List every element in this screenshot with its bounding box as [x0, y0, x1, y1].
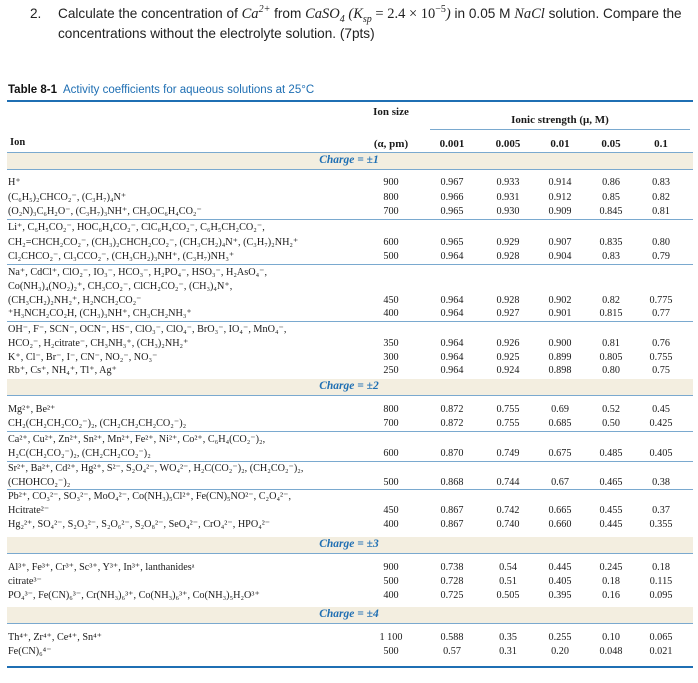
- gamma-value: 0.85: [602, 192, 620, 203]
- gamma-value: 0.835: [599, 237, 623, 248]
- header-strength-3: 0.01: [550, 138, 570, 150]
- gamma-value: 0.870: [440, 448, 464, 459]
- ion-list: CH₂=CHCH₂CO₂⁻, (CH₃)₂CHCH₂CO₂⁻, (CH₃CH₂)₄N⁺, (C₃H₇)₂NH₂⁺: [8, 237, 299, 248]
- gamma-value: 0.845: [599, 206, 623, 217]
- ion-size: 1 100: [379, 632, 403, 643]
- row-rule: [7, 321, 693, 322]
- gamma-value: 0.83: [602, 251, 620, 262]
- gamma-value: 0.52: [602, 404, 620, 415]
- ion-size: 400: [383, 519, 399, 530]
- ion-list: Cl₂CHCO₂⁻, Cl₃CCO₂⁻, (CH₃CH₂)₃NH⁺, (C₃H₇)NH₃⁺: [8, 251, 235, 262]
- gamma-value: 0.10: [602, 632, 620, 643]
- gamma-value: 0.967: [440, 177, 464, 188]
- gamma-value: 0.445: [599, 519, 623, 530]
- gamma-value: 0.907: [548, 237, 572, 248]
- gamma-value: 0.18: [602, 576, 620, 587]
- ion-list: OH⁻, F⁻, SCN⁻, OCN⁻, HS⁻, ClO₃⁻, ClO₄⁻, BrO₃⁻, IO₄⁻, MnO₄⁻,: [8, 324, 287, 335]
- ion-size: 350: [383, 338, 399, 349]
- gamma-value: 0.755: [496, 404, 520, 415]
- gamma-value: 0.742: [496, 505, 520, 516]
- gamma-value: 0.964: [440, 365, 464, 376]
- ion-list: Li⁺, C₆H₅CO₂⁻, HOC₆H₄CO₂⁻, ClC₆H₄CO₂⁻, C₆H₅CH₂CO₂⁻,: [8, 222, 265, 233]
- ion-size: 600: [383, 448, 399, 459]
- charge-rule: [7, 553, 693, 554]
- ion-size: 800: [383, 404, 399, 415]
- gamma-value: 0.744: [496, 477, 520, 488]
- gamma-value: 0.964: [440, 308, 464, 319]
- header-subrule: [430, 129, 690, 130]
- row-rule: [7, 489, 693, 490]
- header-strength-2: 0.005: [495, 138, 521, 150]
- ion-size: 500: [383, 251, 399, 262]
- gamma-value: 0.929: [496, 237, 520, 248]
- ion-size: 500: [383, 646, 399, 657]
- question-number: 2.: [30, 6, 42, 21]
- gamma-value: 0.660: [548, 519, 572, 530]
- gamma-value: 0.805: [599, 352, 623, 363]
- gamma-value: 0.45: [652, 404, 670, 415]
- ion-size: 300: [383, 352, 399, 363]
- gamma-value: 0.964: [440, 295, 464, 306]
- gamma-value: 0.928: [496, 251, 520, 262]
- gamma-value: 0.728: [440, 576, 464, 587]
- ion-list: (CH₃CH₂)₂NH₂⁺, H₂NCH₂CO₂⁻: [8, 295, 142, 306]
- gamma-value: 0.75: [652, 365, 670, 376]
- gamma-value: 0.872: [440, 404, 464, 415]
- charge-label: Charge = ±4: [319, 608, 379, 620]
- gamma-value: 0.933: [496, 177, 520, 188]
- gamma-value: 0.964: [440, 338, 464, 349]
- gamma-value: 0.395: [548, 590, 572, 601]
- gamma-value: 0.83: [652, 177, 670, 188]
- gamma-value: 0.50: [602, 418, 620, 429]
- ion-list: Mg²⁺, Be²⁺: [8, 404, 56, 415]
- gamma-value: 0.965: [440, 206, 464, 217]
- header-strength-5: 0.1: [654, 138, 668, 150]
- table-title: Activity coefficients for aqueous solutions at 25°C: [63, 84, 315, 96]
- charge-rule: [7, 169, 693, 170]
- gamma-value: 0.738: [440, 562, 464, 573]
- gamma-value: 0.255: [548, 632, 572, 643]
- ion-size: 700: [383, 206, 399, 217]
- ion-list: HCO₂⁻, H₂citrate⁻, CH₃NH₃⁺, (CH₃)₂NH₂⁺: [8, 338, 189, 349]
- gamma-value: 0.405: [548, 576, 572, 587]
- ion-list: citrate³⁻: [8, 576, 42, 587]
- gamma-value: 0.80: [602, 365, 620, 376]
- table-bottom-rule: [7, 666, 693, 668]
- question-text: Calculate the concentration of $Ca^{2+}$ from CaSO$_4$ $(K_{sp} = 2.4 \times 10^{-5})$ in 0.05 M NaCl solution. Compare the concentrations without the electrolyte solution. (7pts): [58, 4, 682, 41]
- gamma-value: 0.901: [548, 308, 572, 319]
- gamma-value: 0.80: [652, 237, 670, 248]
- table-caption: [8, 84, 314, 96]
- ion-list: (O₂N)₃C₆H₂O⁻, (C₃H₇)₃NH⁺, CH₃OC₆H₄CO₂⁻: [8, 206, 202, 217]
- table-label: Table 8-1: [8, 84, 57, 96]
- gamma-value: 0.18: [652, 562, 670, 573]
- gamma-value: 0.725: [440, 590, 464, 601]
- gamma-value: 0.69: [551, 404, 569, 415]
- gamma-value: 0.775: [649, 295, 673, 306]
- gamma-value: 0.900: [548, 338, 572, 349]
- gamma-value: 0.665: [548, 505, 572, 516]
- table-top-rule: [7, 100, 693, 102]
- gamma-value: 0.405: [649, 448, 673, 459]
- ion-list: Th⁴⁺, Zr⁴⁺, Ce⁴⁺, Sn⁴⁺: [8, 632, 103, 643]
- row-rule: [7, 264, 693, 265]
- gamma-value: 0.465: [599, 477, 623, 488]
- gamma-value: 0.964: [440, 251, 464, 262]
- gamma-value: 0.965: [440, 237, 464, 248]
- ion-list: Fe(CN)₆⁴⁻: [8, 646, 52, 657]
- gamma-value: 0.964: [440, 352, 464, 363]
- gamma-value: 0.685: [548, 418, 572, 429]
- ion-size: 450: [383, 295, 399, 306]
- gamma-value: 0.588: [440, 632, 464, 643]
- ion-size: 900: [383, 177, 399, 188]
- gamma-value: 0.37: [652, 505, 670, 516]
- gamma-value: 0.924: [496, 365, 520, 376]
- gamma-value: 0.930: [496, 206, 520, 217]
- gamma-value: 0.20: [551, 646, 569, 657]
- gamma-value: 0.79: [652, 251, 670, 262]
- ion-list: Ca²⁺, Cu²⁺, Zn²⁺, Sn²⁺, Mn²⁺, Fe²⁺, Ni²⁺, Co²⁺, C₆H₄(CO₂⁻)₂,: [8, 434, 266, 445]
- gamma-value: 0.021: [649, 646, 673, 657]
- gamma-value: 0.81: [652, 206, 670, 217]
- gamma-value: 0.912: [548, 192, 572, 203]
- ion-size: 400: [383, 308, 399, 319]
- row-rule: [7, 431, 693, 432]
- gamma-value: 0.868: [440, 477, 464, 488]
- gamma-value: 0.35: [499, 632, 517, 643]
- charge-label: Charge = ±3: [319, 538, 379, 550]
- gamma-value: 0.909: [548, 206, 572, 217]
- gamma-value: 0.867: [440, 519, 464, 530]
- gamma-value: 0.867: [440, 505, 464, 516]
- ion-list: ⁺H₃NCH₂CO₂H, (CH₃)₃NH⁺, CH₃CH₂NH₃⁺: [8, 308, 192, 319]
- ion-size: 700: [383, 418, 399, 429]
- ion-list: H⁺: [8, 177, 21, 188]
- gamma-value: 0.245: [599, 562, 623, 573]
- gamma-value: 0.749: [496, 448, 520, 459]
- charge-rule: [7, 623, 693, 624]
- ion-list: Sr²⁺, Ba²⁺, Cd²⁺, Hg²⁺, S²⁻, S₂O₄²⁻, WO₄²⁻, H₂C(CO₂⁻)₂, (CH₂CO₂⁻)₂,: [8, 463, 304, 474]
- ion-size: 450: [383, 505, 399, 516]
- gamma-value: 0.82: [602, 295, 620, 306]
- gamma-value: 0.76: [652, 338, 670, 349]
- row-rule: [7, 461, 693, 462]
- gamma-value: 0.815: [599, 308, 623, 319]
- gamma-value: 0.675: [548, 448, 572, 459]
- gamma-value: 0.928: [496, 295, 520, 306]
- gamma-value: 0.455: [599, 505, 623, 516]
- gamma-value: 0.77: [652, 308, 670, 319]
- gamma-value: 0.445: [548, 562, 572, 573]
- ion-list: Hg₂²⁺, SO₄²⁻, S₂O₃²⁻, S₂O₆²⁻, S₂O₈²⁻, SeO₄²⁻, CrO₄²⁻, HPO₄²⁻: [8, 519, 271, 530]
- ion-size: 250: [383, 365, 399, 376]
- gamma-value: 0.81: [602, 338, 620, 349]
- ion-list: Al³⁺, Fe³⁺, Cr³⁺, Sc³⁺, Y³⁺, In³⁺, lanthanidesᵃ: [8, 562, 195, 573]
- ion-size: 500: [383, 477, 399, 488]
- gamma-value: 0.065: [649, 632, 673, 643]
- gamma-value: 0.095: [649, 590, 673, 601]
- gamma-value: 0.927: [496, 308, 520, 319]
- ion-list: Pb²⁺, CO₃²⁻, SO₃²⁻, MoO₄²⁻, Co(NH₃)₅Cl²⁺, Fe(CN)₅NO²⁻, C₂O₄²⁻,: [8, 491, 291, 502]
- ion-size: 500: [383, 576, 399, 587]
- gamma-value: 0.926: [496, 338, 520, 349]
- header-ion: Ion: [10, 137, 26, 148]
- charge-rule: [7, 395, 693, 396]
- header-alpha: (α, pm): [373, 138, 409, 150]
- gamma-value: 0.925: [496, 352, 520, 363]
- gamma-value: 0.755: [649, 352, 673, 363]
- charge-label: Charge = ±2: [319, 380, 379, 392]
- gamma-value: 0.048: [599, 646, 623, 657]
- ion-size: 900: [383, 562, 399, 573]
- ion-list: Hcitrate²⁻: [8, 505, 50, 516]
- header-ionic-strength: Ionic strength (μ, M): [511, 114, 609, 126]
- ion-list: Na⁺, CdCl⁺, ClO₂⁻, IO₃⁻, HCO₃⁻, H₂PO₄⁻, HSO₃⁻, H₂AsO₄⁻,: [8, 267, 268, 278]
- gamma-value: 0.914: [548, 177, 572, 188]
- gamma-value: 0.904: [548, 251, 572, 262]
- ion-size: 400: [383, 590, 399, 601]
- charge-label: Charge = ±1: [319, 154, 379, 166]
- gamma-value: 0.54: [499, 562, 517, 573]
- header-strength-1: 0.001: [439, 138, 465, 150]
- gamma-value: 0.115: [649, 576, 673, 587]
- gamma-value: 0.505: [496, 590, 520, 601]
- gamma-value: 0.899: [548, 352, 572, 363]
- gamma-value: 0.485: [599, 448, 623, 459]
- gamma-value: 0.931: [496, 192, 520, 203]
- gamma-value: 0.57: [443, 646, 461, 657]
- ion-list: CH₂(CH₂CH₂CO₂⁻)₂, (CH₂CH₂CH₂CO₂⁻)₂: [8, 418, 187, 429]
- ion-list: Rb⁺, Cs⁺, NH₄⁺, Tl⁺, Ag⁺: [8, 365, 117, 376]
- gamma-value: 0.966: [440, 192, 464, 203]
- ion-list: K⁺, Cl⁻, Br⁻, I⁻, CN⁻, NO₂⁻, NO₃⁻: [8, 352, 158, 363]
- gamma-value: 0.898: [548, 365, 572, 376]
- gamma-value: 0.86: [602, 177, 620, 188]
- ion-list: (CHOHCO₂⁻)₂: [8, 477, 71, 488]
- gamma-value: 0.425: [649, 418, 673, 429]
- header-strength-4: 0.05: [601, 138, 621, 150]
- gamma-value: 0.51: [499, 576, 517, 587]
- gamma-value: 0.902: [548, 295, 572, 306]
- ion-size: 600: [383, 237, 399, 248]
- gamma-value: 0.16: [602, 590, 620, 601]
- gamma-value: 0.67: [551, 477, 569, 488]
- gamma-value: 0.872: [440, 418, 464, 429]
- ion-list: PO₄³⁻, Fe(CN)₆³⁻, Cr(NH₃)₆³⁺, Co(NH₃)₆³⁺, Co(NH₃)₅H₂O³⁺: [8, 590, 260, 601]
- row-rule: [7, 219, 693, 220]
- gamma-value: 0.82: [652, 192, 670, 203]
- gamma-value: 0.38: [652, 477, 670, 488]
- ion-list: (C₆H₅)₂CHCO₂⁻, (C₃H₇)₄N⁺: [8, 192, 127, 203]
- ion-list: H₂C(CH₂CO₂⁻)₂, (CH₂CH₂CO₂⁻)₂: [8, 448, 151, 459]
- gamma-value: 0.755: [496, 418, 520, 429]
- ion-size: 800: [383, 192, 399, 203]
- gamma-value: 0.355: [649, 519, 673, 530]
- header-ion-size: Ion size: [373, 106, 409, 118]
- ion-list: Co(NH₃)₄(NO₂)₂⁺, CH₃CO₂⁻, ClCH₂CO₂⁻, (CH₃)₄N⁺,: [8, 281, 233, 292]
- gamma-value: 0.740: [496, 519, 520, 530]
- gamma-value: 0.31: [499, 646, 517, 657]
